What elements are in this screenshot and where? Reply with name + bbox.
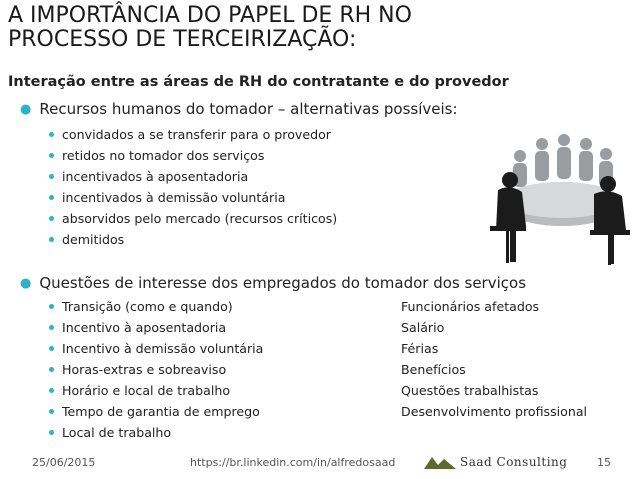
company-logo [424, 452, 567, 472]
list-item: incentivados à demissão voluntária [62, 187, 337, 208]
meeting-illustration [482, 122, 638, 272]
list-item: Férias [401, 341, 439, 356]
list-item: Funcionários afetados [401, 299, 540, 314]
section-2-left-list [62, 296, 263, 443]
list-item: Salário [401, 320, 445, 335]
list-item: retidos no tomador dos serviços [62, 145, 337, 166]
list-item: Benefícios [401, 362, 466, 377]
list-item: Local de trabalho [62, 422, 263, 443]
section-2-heading-text: Questões de interesse dos empregados do tomador dos serviços [39, 274, 527, 292]
footer-date: 25/06/2015 [32, 456, 96, 469]
list-item: Tempo de garantia de emprego [62, 401, 263, 422]
bullet-icon: ● [20, 102, 32, 117]
list-item: convidados a se transferir para o provedor [62, 124, 337, 145]
list-item: Questões trabalhistas [401, 383, 539, 398]
list-item: incentivados à aposentadoria [62, 166, 337, 187]
section-1-heading-text: Recursos humanos do tomador – alternativas possíveis: [39, 100, 458, 118]
page-number: 15 [597, 456, 611, 469]
section-1-list [62, 124, 337, 250]
list-item: absorvidos pelo mercado (recursos críticos) [62, 208, 337, 229]
list-item: Horas-extras e sobreaviso [62, 359, 263, 380]
list-item: demitidos [62, 229, 337, 250]
slide-subtitle: Interação entre as áreas de RH do contratante e do provedor [8, 74, 509, 90]
bullet-icon: ● [20, 276, 32, 291]
list-item: Horário e local de trabalho [62, 380, 263, 401]
slide-title-line-2: PROCESSO DE TERCEIRIZAÇÃO: [8, 27, 357, 52]
logo-text: Saad Consulting [460, 455, 568, 469]
slide-title [8, 4, 528, 52]
list-item: Transição (como e quando) [62, 296, 263, 317]
footer-url: https://br.linkedin.com/in/alfredosaad [190, 456, 396, 469]
saad-logo-mark-icon [424, 455, 456, 469]
background-people-silhouettes [513, 134, 613, 187]
list-item: Desenvolvimento profissional [401, 404, 588, 419]
slide-title-line-1: A IMPORTÂNCIA DO PAPEL DE RH NO [8, 3, 412, 28]
list-item: Incentivo à aposentadoria [62, 317, 263, 338]
section-2-right-list [401, 296, 587, 422]
section-1-heading [20, 100, 458, 118]
list-item: Incentivo à demissão voluntária [62, 338, 263, 359]
section-2-heading [20, 274, 526, 292]
